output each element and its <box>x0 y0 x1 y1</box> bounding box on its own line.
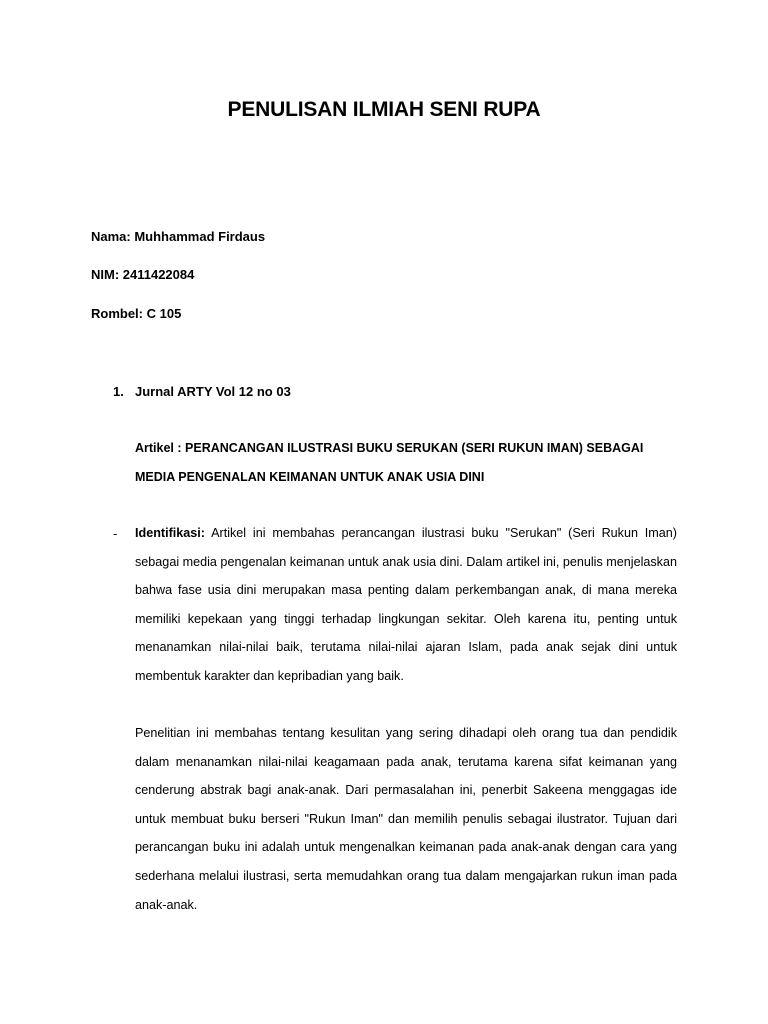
article-label: Artikel : <box>135 441 186 455</box>
identification-text-1: Artikel ini membahas perancangan ilustrasi buku "Serukan" (Seri Rukun Iman) sebagai media pengenalan keimanan untuk anak usia dini. Dalam artikel ini, penulis menjelaskan bahwa fase usia dini merupakan masa penting dalam perkembangan anak, di mana mereka memiliki kepekaan yang tinggi terhadap lingkungan sekitar. Oleh karena itu, penting untuk menanamkan nilai-nilai baik, terutama nilai-nilai ajaran Islam, pada anak sejak dini untuk membentuk karakter dan kepribadian yang baik. <box>135 526 677 683</box>
identification-label: Identifikasi: <box>135 526 205 540</box>
identification-paragraph-2: Penelitian ini membahas tentang kesulitan yang sering dihadapi oleh orang tua dan pendidik dalam menanamkan nilai-nilai keagamaan pada anak, terutama karena sifat keimanan yang cenderung abstrak bagi anak-anak. Dari permasalahan ini, penerbit Sakeena menggagas ide untuk membuat buku berseri "Rukun Iman" dan memilih penulis sebagai ilustrator. Tujuan dari perancangan buku ini adalah untuk mengenalkan keimanan pada anak-anak dengan cara yang sederhana melalui ilustrasi, serta memudahkan orang tua dalam mengajarkan rukun iman pada anak-anak. <box>135 726 677 912</box>
student-rombel: Rombel: C 105 <box>91 306 182 321</box>
bullet-dash: - <box>113 526 118 541</box>
document-title: PENULISAN ILMIAH SENI RUPA <box>227 98 541 121</box>
journal-title: Jurnal ARTY Vol 12 no 03 <box>135 384 291 399</box>
student-name: Nama: Muhhammad Firdaus <box>91 229 266 244</box>
article-title: PERANCANGAN ILUSTRASI BUKU SERUKAN (SERI RUKUN IMAN) SEBAGAI MEDIA PENGENALAN KEIMANAN UNTUK ANAK USIA DINI <box>135 441 644 484</box>
identification-paragraph-1 <box>135 519 677 691</box>
list-number: 1. <box>113 384 124 399</box>
article-heading <box>135 434 680 492</box>
student-nim: NIM: 2411422084 <box>91 267 195 282</box>
